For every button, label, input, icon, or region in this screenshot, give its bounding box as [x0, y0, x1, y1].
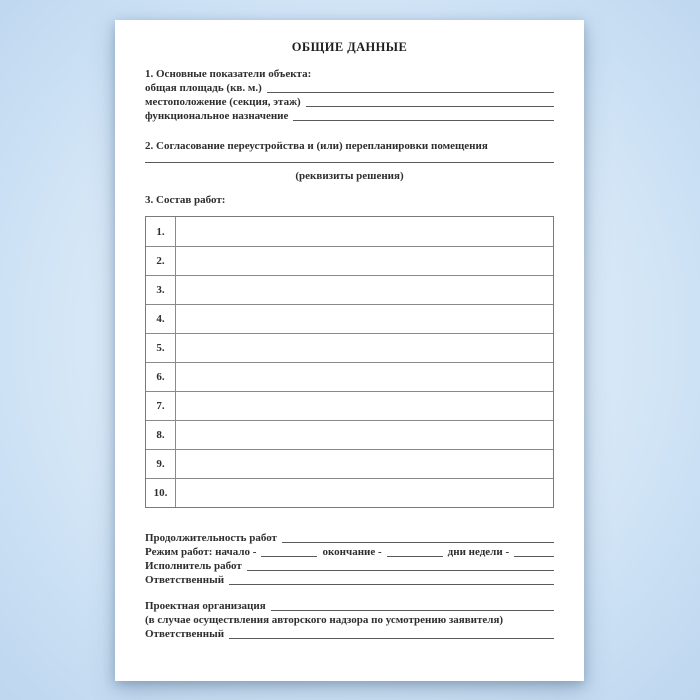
schedule-days-label: дни недели - — [447, 546, 510, 558]
field-executor-label: Исполнитель работ — [145, 560, 242, 572]
row-number: 5. — [146, 334, 176, 362]
project-org-block — [145, 599, 554, 641]
works-table — [145, 216, 554, 508]
row-content-cell — [176, 247, 553, 275]
row-number: 7. — [146, 392, 176, 420]
schedule-days-blank — [514, 556, 554, 557]
field-functional-purpose — [145, 109, 554, 123]
field-duration-label: Продолжительность работ — [145, 532, 277, 544]
table-row — [146, 391, 553, 420]
field-executor-blank — [247, 570, 554, 571]
table-row — [146, 362, 553, 391]
field-executor — [145, 559, 554, 573]
field-functional-purpose-blank — [293, 120, 554, 121]
form-page — [115, 20, 584, 681]
table-row — [146, 275, 553, 304]
row-content-cell — [176, 450, 553, 478]
field-location — [145, 95, 554, 109]
table-row — [146, 217, 553, 246]
schedule-start-blank — [261, 556, 317, 557]
field-project-org-blank — [271, 610, 554, 611]
row-number: 6. — [146, 363, 176, 391]
row-number: 1. — [146, 217, 176, 246]
row-content-cell — [176, 305, 553, 333]
row-content-cell — [176, 421, 553, 449]
table-row — [146, 449, 553, 478]
section2-heading: 2. Согласование переустройства и (или) перепланировки помещения — [145, 140, 488, 152]
field-responsible — [145, 573, 554, 587]
field-project-responsible-blank — [229, 638, 554, 639]
page-title: ОБЩИЕ ДАННЫЕ — [291, 40, 408, 54]
table-row — [146, 478, 553, 507]
schedule-end-blank — [387, 556, 443, 557]
project-org-note: (в случае осуществления авторского надзора по усмотрению заявителя) — [145, 614, 504, 626]
field-total-area-label: общая площадь (кв. м.) — [145, 82, 262, 94]
schedule-end-label: окончание - — [322, 546, 382, 558]
field-schedule — [145, 545, 554, 559]
field-duration-blank — [282, 542, 554, 543]
field-project-org — [145, 599, 554, 613]
row-number: 10. — [146, 479, 176, 507]
field-location-blank — [306, 106, 554, 107]
section1-heading: 1. Основные показатели объекта: — [145, 68, 312, 80]
row-number: 4. — [146, 305, 176, 333]
field-total-area — [145, 81, 554, 95]
field-total-area-blank — [267, 92, 554, 93]
field-duration — [145, 531, 554, 545]
row-number: 2. — [146, 247, 176, 275]
field-location-label: местоположение (секция, этаж) — [145, 96, 301, 108]
row-number: 3. — [146, 276, 176, 304]
table-row — [146, 304, 553, 333]
row-content-cell — [176, 217, 553, 246]
row-content-cell — [176, 334, 553, 362]
field-functional-purpose-label: функциональное назначение — [145, 110, 289, 122]
work-details-block — [145, 531, 554, 587]
section3-heading: 3. Состав работ: — [145, 194, 226, 206]
table-row — [146, 420, 553, 449]
row-content-cell — [176, 479, 553, 507]
row-number: 8. — [146, 421, 176, 449]
field-project-org-label: Проектная организация — [145, 600, 266, 612]
row-content-cell — [176, 392, 553, 420]
schedule-start-label: Режим работ: начало - — [145, 546, 257, 558]
field-project-responsible — [145, 627, 554, 641]
row-content-cell — [176, 276, 553, 304]
field-project-responsible-label: Ответственный — [145, 628, 225, 640]
field-responsible-label: Ответственный — [145, 574, 225, 586]
row-number: 9. — [146, 450, 176, 478]
field-responsible-blank — [229, 584, 554, 585]
table-row — [146, 333, 553, 362]
row-content-cell — [176, 363, 553, 391]
table-row — [146, 246, 553, 275]
decision-details-caption: (реквизиты решения) — [295, 170, 404, 182]
decision-details-blank — [145, 153, 554, 163]
